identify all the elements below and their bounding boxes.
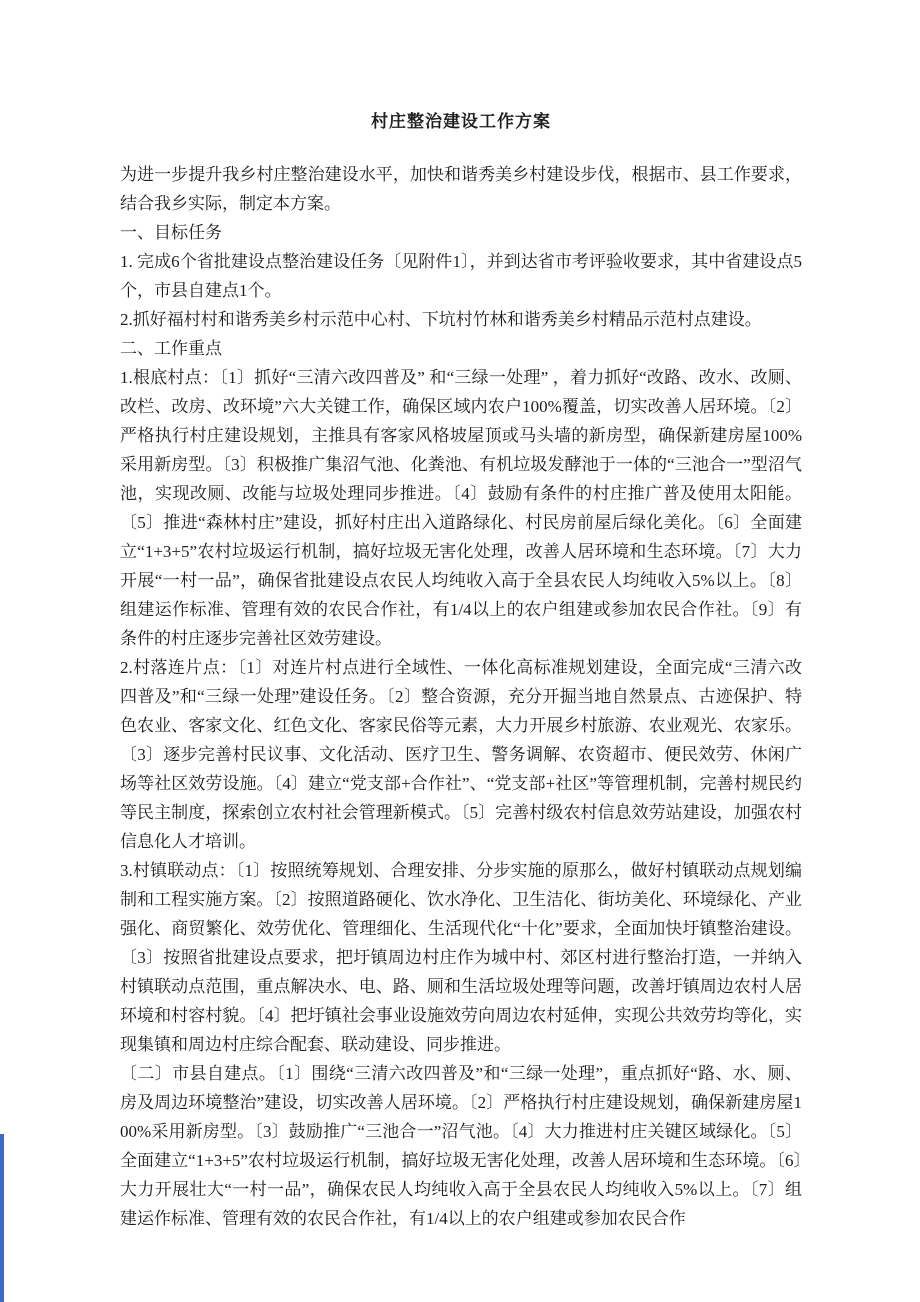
paragraph-goal-2: 2.抓好福村村和谐秀美乡村示范中心村、下坑村竹林和谐秀美乡村精品示范村点建设。 <box>120 310 762 329</box>
document-title: 村庄整治建设工作方案 <box>371 112 551 131</box>
paragraph-base-villages: 1.根底村点：〔1〕抓好“三清六改四普及” 和“三绿一处理” ，着力抓好“改路、改水、改厕、改栏、改房、改环境”六大关键工作，确保区域内农户100%覆盖，切实改善人居环境。〔2〕严格执行村庄建设规划，主推具有客家风格坡屋顶或马头墙的新房型，确保新建房屋100%采用新房型。〔3〕积极推广集沼气池、化粪池、有机垃圾发酵池于一体的“三池合一”型沼气池，实现改厕、改能与垃圾处理同步推进。〔4〕鼓励有条件的村庄推广普及使用太阳能。〔5〕推进“森林村庄”建设，抓好村庄出入道路绿化、村民房前屋后绿化美化。〔6〕全面建立“1+3+5”农村垃圾运行机制，搞好垃圾无害化处理，改善人居环境和生态环境。〔7〕大力开展“一村一品”，确保省批建设点农民人均纯收入高于全县农民人均纯收入5%以上。〔8〕组建运作标准、管理有效的农民合作社，有1/4以上的农户组建或参加农民合作社。〔9〕有条件的村庄逐步完善社区效劳建设。 <box>120 368 802 648</box>
heading-goals: 一、目标任务 <box>120 223 222 242</box>
heading-work-focus: 二、工作重点 <box>120 339 222 358</box>
paragraph-cluster-points: 2.村落连片点：〔1〕对连片村点进行全域性、一体化高标准规划建设，全面完成“三清六改四普及”和“三绿一处理”建设任务。〔2〕整合资源，充分开掘当地自然景点、古迹保护、特色农业、客家文化、红色文化、客家民俗等元素，大力开展乡村旅游、农业观光、农家乐。〔3〕逐步完善村民议事、文化活动、医疗卫生、警务调解、农资超市、便民效劳、休闲广场等社区效劳设施。〔4〕建立“党支部+合作社”、“党支部+社区”等管理机制，完善村规民约等民主制度，探索创立农村社会管理新模式。〔5〕完善村级农村信息效劳站建设，加强农村信息化人才培训。 <box>120 658 802 851</box>
left-edge-marker <box>0 1134 4 1302</box>
paragraph-linkage-points: 3.村镇联动点：〔1〕按照统筹规划、合理安排、分步实施的原那么，做好村镇联动点规划编制和工程实施方案。〔2〕按照道路硬化、饮水净化、卫生洁化、街坊美化、环境绿化、产业强化、商贸繁化、效劳优化、管理细化、生活现代化“十化”要求，全面加快圩镇整治建设。〔3〕按照省批建设点要求，把圩镇周边村庄作为城中村、郊区村进行整治打造，一并纳入村镇联动点范围，重点解决水、电、路、厕和生活垃圾处理等问题，改善圩镇周边农村人居环境和村容村貌。〔4〕把圩镇社会事业设施效劳向周边农村延伸，实现公共效劳均等化，实现集镇和周边村庄综合配套、联动建设、同步推进。 <box>120 861 802 1054</box>
document-body <box>120 160 802 1233</box>
paragraph-goal-1: 1. 完成6个省批建设点整治建设任务〔见附件1〕，并到达省市考评验收要求，其中省建设点5个，市县自建点1个。 <box>120 252 802 300</box>
document-content <box>120 110 802 1233</box>
paragraph-intro: 为进一步提升我乡村庄整治建设水平，加快和谐秀美乡村建设步伐，根据市、县工作要求，结合我乡实际，制定本方案。 <box>120 165 802 213</box>
paragraph-county-points: 〔二〕市县自建点。〔1〕围绕“三清六改四普及”和“三绿一处理”，重点抓好“路、水、厕、房及周边环境整治”建设，切实改善人居环境。〔2〕严格执行村庄建设规划，确保新建房屋100%采用新房型。〔3〕鼓励推广“三池合一”沼气池。〔4〕大力推进村庄关键区域绿化。〔5〕全面建立“1+3+5”农村垃圾运行机制，搞好垃圾无害化处理，改善人居环境和生态环境。〔6〕大力开展壮大“一村一品”，确保农民人均纯收入高于全县农民人均纯收入5%以上。〔7〕组建运作标准、管理有效的农民合作社，有1/4以上的农户组建或参加农民合作 <box>120 1064 802 1228</box>
